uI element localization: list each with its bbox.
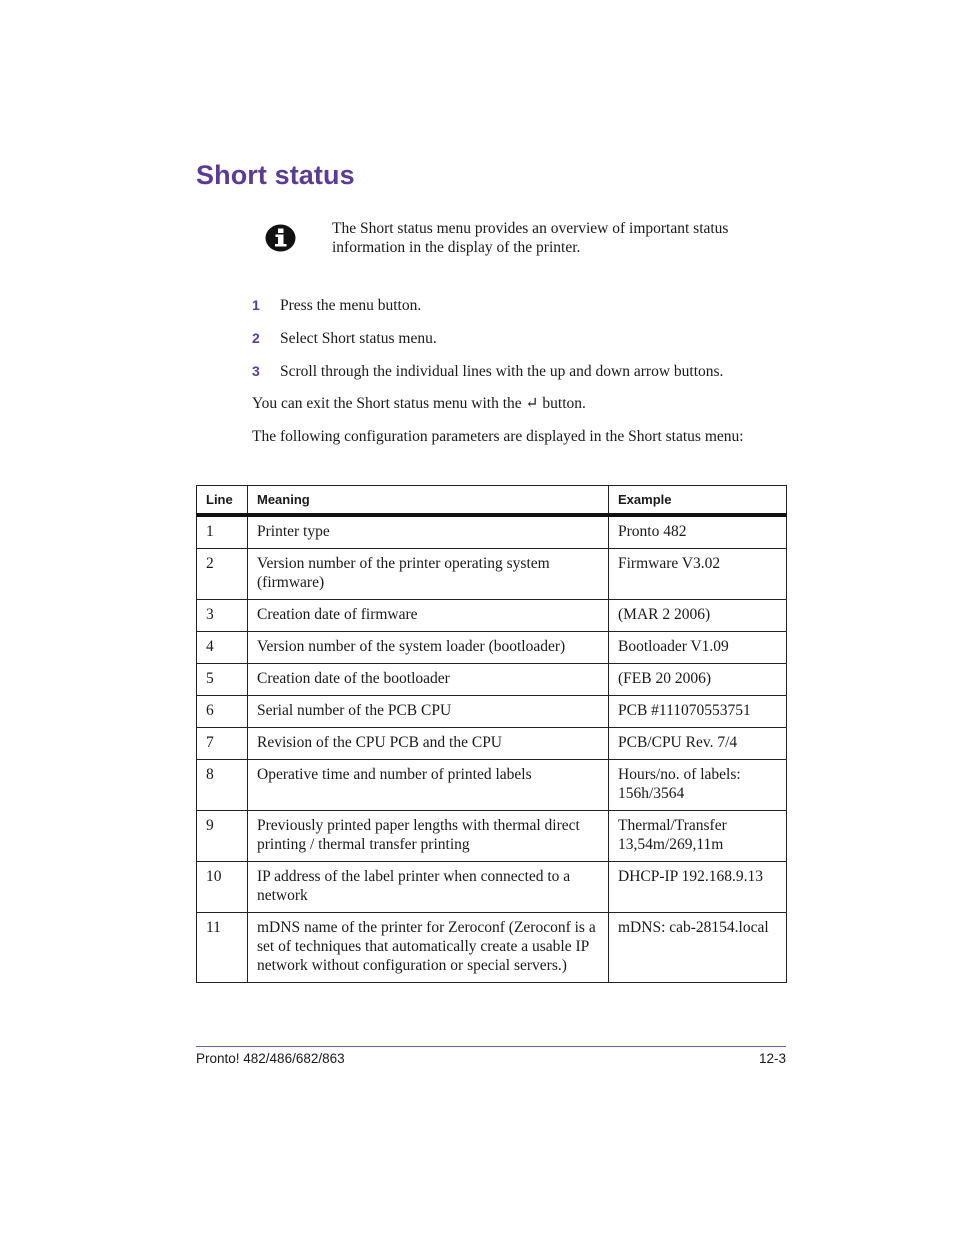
table-row <box>197 862 787 913</box>
cell-line: 5 <box>197 664 248 696</box>
column-header-meaning: Meaning <box>248 486 609 516</box>
step-number: 3 <box>252 363 260 379</box>
info-icon <box>265 224 296 252</box>
cell-meaning: Previously printed paper lengths with thermal direct printing / thermal transfer printing <box>248 811 609 862</box>
cell-meaning: Version number of the printer operating system (firmware) <box>248 549 609 600</box>
cell-meaning: Operative time and number of printed labels <box>248 760 609 811</box>
cell-example: Pronto 482 <box>609 515 787 549</box>
table-row <box>197 549 787 600</box>
table-row <box>197 632 787 664</box>
table-row <box>197 664 787 696</box>
step-1 <box>252 296 421 315</box>
column-header-example: Example <box>609 486 787 516</box>
cell-meaning: mDNS name of the printer for Zeroconf (Zeroconf is a set of techniques that automatically create a usable IP network without configuration or special servers.) <box>248 913 609 983</box>
cell-example: Firmware V3.02 <box>609 549 787 600</box>
cell-example: DHCP-IP 192.168.9.13 <box>609 862 787 913</box>
page-title: Short status <box>196 160 355 190</box>
step-number: 1 <box>252 297 260 313</box>
cell-example: Thermal/Transfer 13,54m/269,11m <box>609 811 787 862</box>
cell-meaning: Version number of the system loader (bootloader) <box>248 632 609 664</box>
cell-line: 2 <box>197 549 248 600</box>
table-row <box>197 811 787 862</box>
step-number: 2 <box>252 330 260 346</box>
cell-line: 9 <box>197 811 248 862</box>
cell-example: mDNS: cab-28154.local <box>609 913 787 983</box>
cell-line: 3 <box>197 600 248 632</box>
step-text: Scroll through the individual lines with the up and down arrow buttons. <box>280 363 724 380</box>
intro-note: The following configuration parameters are displayed in the Short status menu: <box>252 428 744 445</box>
cell-meaning: Serial number of the PCB CPU <box>248 696 609 728</box>
table-header-row <box>197 486 787 516</box>
cell-line: 8 <box>197 760 248 811</box>
table-row <box>197 760 787 811</box>
cell-line: 7 <box>197 728 248 760</box>
info-note: The Short status menu provides an overview of important status information in the display of the printer. <box>332 220 729 256</box>
step-text: Select Short status menu. <box>280 330 437 347</box>
cell-meaning: Creation date of the bootloader <box>248 664 609 696</box>
step-2 <box>252 329 437 348</box>
cell-meaning: Revision of the CPU PCB and the CPU <box>248 728 609 760</box>
table-row <box>197 728 787 760</box>
cell-example: (MAR 2 2006) <box>609 600 787 632</box>
cell-meaning: Printer type <box>248 515 609 549</box>
step-text: Press the menu button. <box>280 297 422 314</box>
exit-note: You can exit the Short status menu with the ↵ button. <box>252 395 586 412</box>
cell-meaning: Creation date of firmware <box>248 600 609 632</box>
cell-meaning: IP address of the label printer when connected to a network <box>248 862 609 913</box>
table-row <box>197 913 787 983</box>
footer-divider <box>196 1046 786 1047</box>
table-row <box>197 696 787 728</box>
table-row <box>197 600 787 632</box>
status-table <box>196 485 786 983</box>
cell-line: 10 <box>197 862 248 913</box>
table-row <box>197 515 787 549</box>
cell-example: PCB/CPU Rev. 7/4 <box>609 728 787 760</box>
cell-line: 1 <box>197 515 248 549</box>
column-header-line: Line <box>197 486 248 516</box>
footer-product: Pronto! 482/486/682/863 <box>196 1051 345 1066</box>
cell-line: 6 <box>197 696 248 728</box>
cell-line: 4 <box>197 632 248 664</box>
cell-example: PCB #111070553751 <box>609 696 787 728</box>
cell-example: (FEB 20 2006) <box>609 664 787 696</box>
cell-example: Hours/no. of labels: 156h/3564 <box>609 760 787 811</box>
cell-line: 11 <box>197 913 248 983</box>
footer-page-number: 12-3 <box>758 1051 786 1066</box>
step-3 <box>252 362 723 381</box>
cell-example: Bootloader V1.09 <box>609 632 787 664</box>
